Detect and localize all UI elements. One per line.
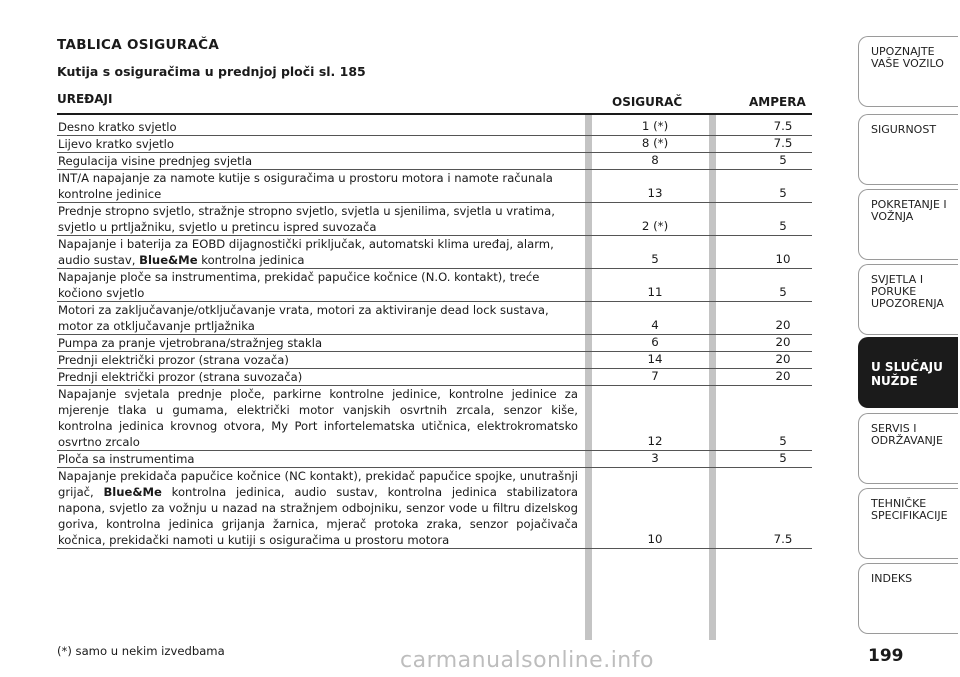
row-description xyxy=(57,236,578,268)
header-ampere: AMPERA xyxy=(749,95,806,109)
row-ampere: 5 xyxy=(779,451,787,465)
row-fuse: 14 xyxy=(647,352,663,366)
row-ampere: 20 xyxy=(775,318,791,332)
row-fuse: 1 (*) xyxy=(641,119,669,133)
blue-me-label: Blue&Me xyxy=(103,485,162,499)
row-fuse: 12 xyxy=(647,434,663,448)
row-description: Prednje stropno svjetlo, stražnje stropno svjetlo, svjetla u sjenilima, svjetla u vratima, svjetlo u prtljažniku, svjetlo u pretincu ispred suvozača xyxy=(58,204,555,234)
row-fuse: 6 xyxy=(651,335,659,349)
tab-pokretanje-i-voznja[interactable]: POKRETANJE I VOŽNJA xyxy=(858,189,958,260)
table-row xyxy=(57,468,812,549)
table-row xyxy=(57,236,812,269)
row-description: Motori za zaključavanje/otključavanje vrata, motori za aktiviranje dead lock sustava, motor za otključavanje prtljažnika xyxy=(58,303,549,333)
row-ampere: 20 xyxy=(775,369,791,383)
row-description: Ploča sa instrumentima xyxy=(58,452,195,466)
row-description: Napajanje ploče sa instrumentima, prekidač papučice kočnice (N.O. kontakt), treće kočiono svjetlo xyxy=(58,270,540,300)
table-row xyxy=(57,302,812,335)
row-fuse: 13 xyxy=(647,186,663,200)
table-row xyxy=(57,203,812,236)
tab-sigurnost[interactable]: SIGURNOST xyxy=(858,114,958,185)
table-row xyxy=(57,352,812,369)
row-ampere: 5 xyxy=(779,186,787,200)
row-ampere: 7.5 xyxy=(773,119,793,133)
tab-servis-i-odrzavanje[interactable]: SERVIS I ODRŽAVANJE xyxy=(858,413,958,484)
row-description: INT/A napajanje za namote kutije s osiguračima u prostoru motora i namote računala kontrolne jedinice xyxy=(58,171,553,201)
row-description-text: kontrolna jedinica, audio sustav, kontrolna jedinica stabilizatora napona, svjetlo za vožnju u nazad na stražnjem odbojniku, senzor vode u filtru dizelskog goriva, kontrolna jedinica grijanja žarnica, mjerač protoka zraka, senzor pojačivača kočnica, prekidački namoti u kutiji s osiguračima u prostoru motora xyxy=(58,485,578,547)
row-description-text: Napajanje i baterija za EOBD dijagnostički priključak, automatski klima uređaj, alarm, audio sustav, xyxy=(58,237,554,267)
tab-u-slucaju-nuzde[interactable]: U SLUČAJU NUŽDE xyxy=(858,337,958,408)
row-ampere: 7.5 xyxy=(773,532,793,546)
header-fuse: OSIGURAČ xyxy=(612,95,683,109)
header-devices: UREĐAJI xyxy=(57,92,113,106)
row-description: Prednji električki prozor (strana suvozača) xyxy=(58,370,303,384)
tab-upoznajte-vase-vozilo[interactable]: UPOZNAJTE VAŠE VOZILO xyxy=(858,36,958,107)
footnote: (*) samo u nekim izvedbama xyxy=(57,644,225,658)
table-row xyxy=(57,386,812,451)
row-description: Napajanje svjetala prednje ploče, parkirne kontrolne jedinice, kontrolne jedinice za mjerenje tlaka u gumama, električki motor vanjskih osvrtnih zrcala, senzor kiše, kontrolna jedinica krovnog otvora, My Port infortelematska utičnica, elektrokromatsko osvrtno zrcalo xyxy=(58,387,578,449)
row-ampere: 5 xyxy=(779,285,787,299)
table-row xyxy=(57,269,812,302)
blue-me-label: Blue&Me xyxy=(139,253,198,267)
tab-svjetla-i-poruke[interactable]: SVJETLA I PORUKE UPOZORENJA xyxy=(858,264,958,335)
row-description: Desno kratko svjetlo xyxy=(58,120,177,134)
row-ampere: 5 xyxy=(779,153,787,167)
row-ampere: 20 xyxy=(775,335,791,349)
row-description xyxy=(57,468,578,548)
row-description-text: kontrolna jedinica xyxy=(197,253,305,267)
row-ampere: 20 xyxy=(775,352,791,366)
tab-indeks[interactable]: INDEKS xyxy=(858,563,958,634)
row-description: Lijevo kratko svjetlo xyxy=(58,137,174,151)
page-subtitle: Kutija s osiguračima u prednjoj ploči sl. 185 xyxy=(57,64,366,79)
row-description-text: Napajanje prekidača papučice kočnice (NC kontakt), prekidač papučice spojke, unutrašnji grijač, xyxy=(58,469,578,499)
watermark: carmanualsonline.info xyxy=(400,648,654,673)
row-description: Pumpa za pranje vjetrobrana/stražnjeg stakla xyxy=(58,336,323,350)
table-row xyxy=(57,136,812,153)
row-fuse: 7 xyxy=(651,369,659,383)
header-rule xyxy=(57,113,812,115)
row-ampere: 10 xyxy=(775,252,791,266)
row-fuse: 8 (*) xyxy=(641,136,669,150)
table-row xyxy=(57,153,812,170)
row-ampere: 5 xyxy=(779,219,787,233)
row-ampere: 5 xyxy=(779,434,787,448)
row-fuse: 2 (*) xyxy=(641,219,669,233)
row-fuse: 5 xyxy=(651,252,659,266)
chapter-sidebar xyxy=(858,0,960,677)
table-row xyxy=(57,119,812,136)
page-title: TABLICA OSIGURAČA xyxy=(57,37,220,53)
row-fuse: 8 xyxy=(651,153,659,167)
row-fuse: 10 xyxy=(647,532,663,546)
table-row xyxy=(57,451,812,468)
row-ampere: 7.5 xyxy=(773,136,793,150)
table-row xyxy=(57,335,812,352)
tab-tehnicke-specifikacije[interactable]: TEHNIČKE SPECIFIKACIJE xyxy=(858,488,958,559)
page-number: 199 xyxy=(868,646,904,666)
row-description: Prednji električki prozor (strana vozača) xyxy=(58,353,289,367)
table-row xyxy=(57,369,812,386)
row-fuse: 11 xyxy=(647,285,663,299)
row-fuse: 4 xyxy=(651,318,659,332)
fuse-table xyxy=(57,119,812,549)
table-row xyxy=(57,170,812,203)
row-fuse: 3 xyxy=(651,451,659,465)
row-description: Regulacija visine prednjeg svjetla xyxy=(58,154,253,168)
